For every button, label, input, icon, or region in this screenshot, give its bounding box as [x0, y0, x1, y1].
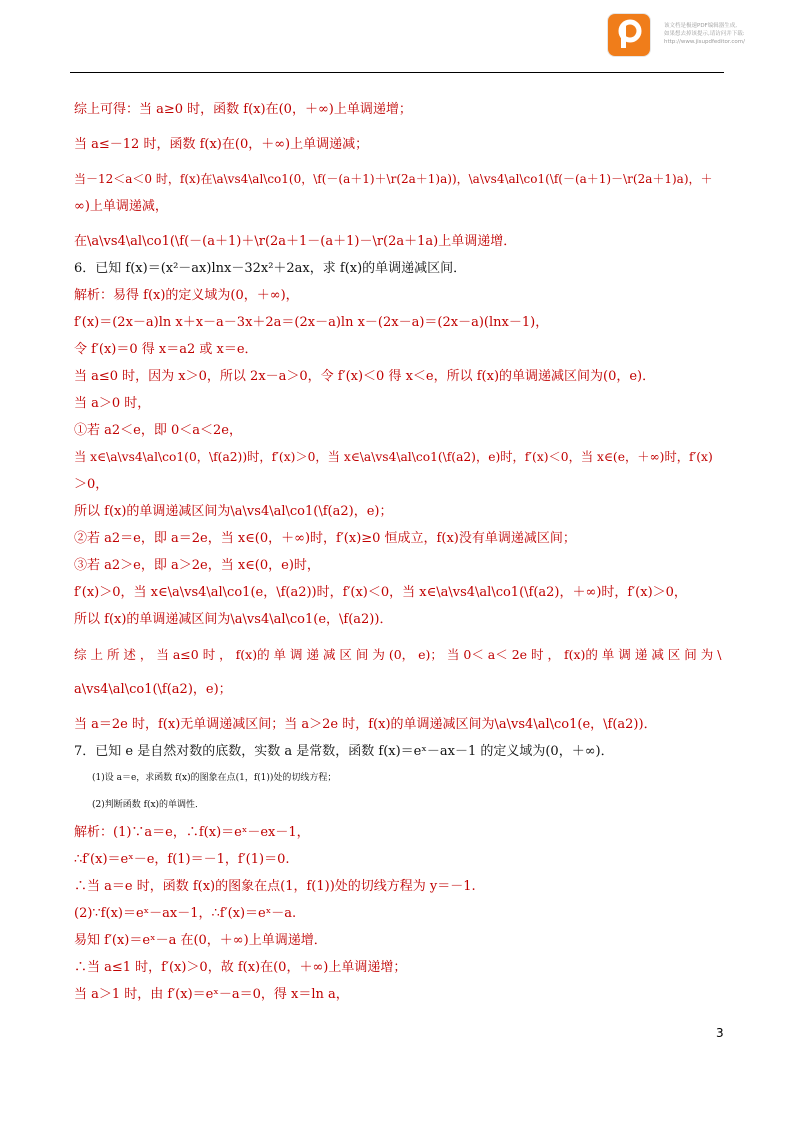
- text-line: 当 a＞1 时，由 f′(x)＝eˣ－a＝0，得 x＝ln a，: [74, 987, 349, 1002]
- page-number: 3: [716, 1026, 724, 1040]
- text-line: ＞0，: [74, 477, 109, 492]
- text-line: 解析：易得 f(x)的定义域为(0，＋∞)，: [74, 288, 299, 303]
- text-line: 解析：(1)∵a＝e，∴f(x)＝eˣ－ex－1，: [74, 825, 310, 840]
- text-line: ∴当 a＝e 时，函数 f(x)的图象在点(1，f(1))处的切线方程为 y＝－1.: [74, 879, 476, 894]
- pdf-editor-logo: [608, 14, 650, 56]
- watermark-line: 如果想去掉该提示,请访问并下载:: [664, 31, 745, 37]
- question-line: 7．已知 e 是自然对数的底数，实数 a 是常数，函数 f(x)＝eˣ－ax－1 的定义域为(0，＋∞)．: [74, 744, 614, 759]
- text-line: 在\a\vs4\al\co1(\f(－(a＋1)＋\r(2a＋1－(a＋1)－\r(2a＋1a)上单调递增．: [74, 234, 517, 249]
- text-line: 综 上 所 述 ， 当 a≤0 时 ， f(x)的 单 调 递 减 区 间 为 (0， e)； 当 0＜ a＜ 2e 时 ， f(x)的 单 调 递 减 区 间 为 \: [74, 647, 722, 662]
- text-line: f′(x)＝(2x－a)ln x＋x－a－3x＋2a＝(2x－a)ln x－(2x－a)＝(2x－a)(lnx－1)，: [74, 315, 549, 330]
- text-line: 当 a＞0 时，: [74, 396, 151, 411]
- text-line: ③若 a2＞e，即 a＞2e，当 x∈(0，e)时，: [74, 558, 320, 573]
- watermark-line: http://www.jisupdfeditor.com/: [664, 39, 745, 45]
- text-line: ∴当 a≤1 时，f′(x)＞0，故 f(x)在(0，＋∞)上单调递增；: [74, 960, 407, 975]
- question-line: (1)设 a＝e，求函数 f(x)的图象在点(1，f(1))处的切线方程；: [92, 773, 337, 783]
- watermark-notice: [664, 22, 776, 46]
- question-line: (2)判断函数 f(x)的单调性．: [92, 800, 205, 810]
- text-line: 当 x∈\a\vs4\al\co1(0，\f(a2))时，f′(x)＞0，当 x∈\a\vs4\al\co1(\f(a2)，e)时，f′(x)＜0，当 x∈(e，＋∞)时，f′(x): [74, 450, 713, 464]
- header-rule: [70, 72, 724, 73]
- text-line: 综上可得：当 a≥0 时，函数 f(x)在(0，＋∞)上单调递增；: [74, 102, 412, 117]
- text-line: ∴f′(x)＝eˣ－e，f(1)＝－1，f′(1)＝0.: [74, 852, 290, 867]
- watermark-line: 该文档是极速PDF编辑器生成,: [664, 23, 737, 29]
- text-line: 当 a≤0 时，因为 x＞0，所以 2x－a＞0，令 f′(x)＜0 得 x＜e，所以 f(x)的单调递减区间为(0，e)．: [74, 369, 656, 384]
- text-line: (2)∵f(x)＝eˣ－ax－1，∴f′(x)＝eˣ－a.: [74, 906, 297, 921]
- text-line: 当 a＝2e 时，f(x)无单调递减区间；当 a＞2e 时，f(x)的单调递减区间为\a\vs4\al\co1(e，\f(a2))．: [74, 717, 657, 732]
- text-line: a\vs4\al\co1(\f(a2)，e)；: [74, 682, 232, 697]
- text-line: 当 a≤－12 时，函数 f(x)在(0，＋∞)上单调递减；: [74, 137, 369, 152]
- text-line: 令 f′(x)＝0 得 x＝a2 或 x＝e．: [74, 342, 258, 357]
- text-line: f′(x)＞0，当 x∈\a\vs4\al\co1(e，\f(a2))时，f′(x)＜0，当 x∈\a\vs4\al\co1(\f(a2)，＋∞)时，f′(x)＞0，: [74, 585, 687, 600]
- text-line: 易知 f′(x)＝eˣ－a 在(0，＋∞)上单调递增．: [74, 933, 327, 948]
- question-line: 6．已知 f(x)＝(x²－ax)lnx－32x²＋2ax，求 f(x)的单调递减区间．: [74, 261, 467, 276]
- text-line: ②若 a2＝e，即 a＝2e，当 x∈(0，＋∞)时，f′(x)≥0 恒成立，f(x)没有单调递减区间；: [74, 531, 576, 546]
- document-body: [74, 96, 724, 1008]
- text-line: ①若 a2＜e，即 0＜a＜2e，: [74, 423, 242, 438]
- text-line: 当－12＜a＜0 时，f(x)在\a\vs4\al\co1(0，\f(－(a＋1)＋\r(2a＋1)a))，\a\vs4\al\co1(\f(－(a＋1)－\r(2a＋1)a)，＋: [74, 172, 713, 186]
- text-line: 所以 f(x)的单调递减区间为\a\vs4\al\co1(\f(a2)，e)；: [74, 504, 393, 519]
- text-line: 所以 f(x)的单调递减区间为\a\vs4\al\co1(e，\f(a2))．: [74, 612, 393, 627]
- text-line: ∞)上单调递减，: [74, 199, 168, 214]
- letter-p-icon: [608, 14, 650, 56]
